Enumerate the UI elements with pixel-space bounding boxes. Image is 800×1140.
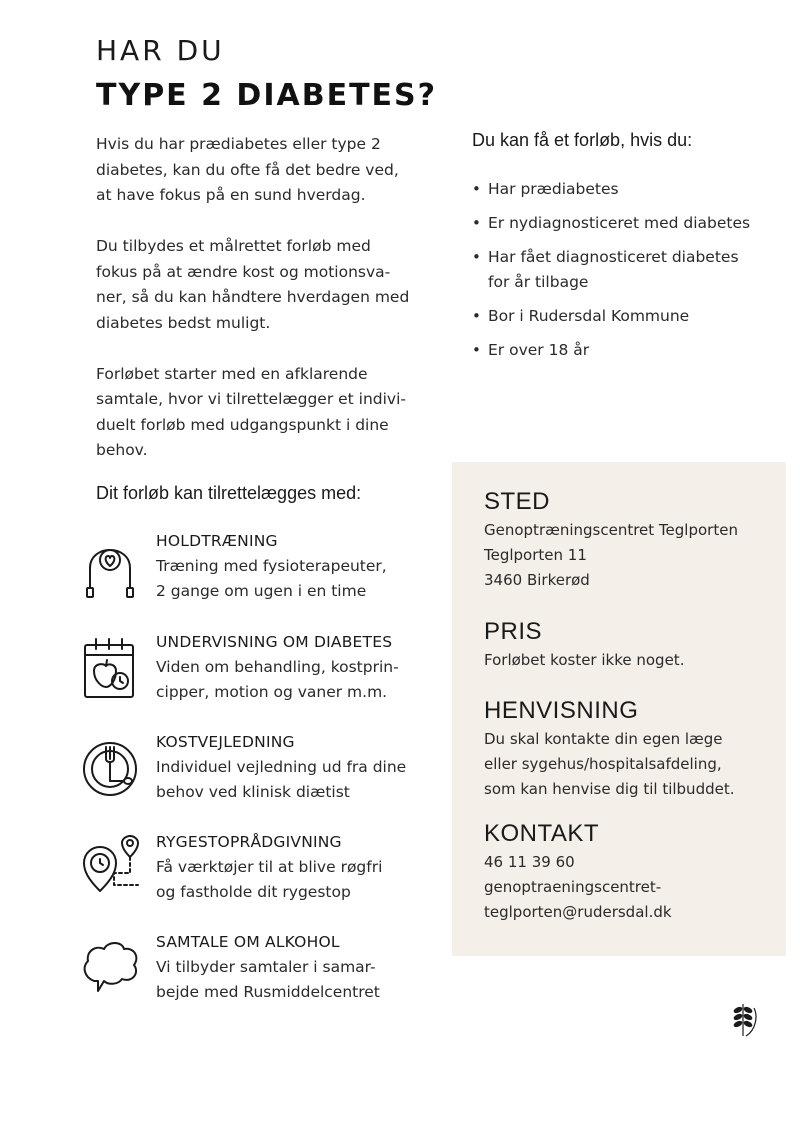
heading-pre: HAR DU <box>96 34 225 67</box>
info-body: 46 11 39 60 genoptraeningscentret- teglporten@rudersdal.dk <box>484 853 672 921</box>
activity-undervisning <box>80 633 430 723</box>
eligibility-item: • Bor i Rudersdal Kommune <box>472 304 772 329</box>
info-panel <box>452 462 786 956</box>
intro-text <box>96 132 426 489</box>
calendar-apple-clock-icon <box>80 633 140 703</box>
info-kontakt <box>484 820 672 925</box>
activity-title: SAMTALE OM ALKOHOL <box>156 933 340 951</box>
activity-description: Få værktøjer til at blive røgfri og fastholde dit rygestop <box>156 858 383 901</box>
stopwatch-location-icon <box>80 833 140 903</box>
intro-paragraph-2: Du tilbydes et målrettet forløb med fokus på at ændre kost og motionsva- ner, så du kan håndtere hverdagen med diabetes bedst muligt. <box>96 237 410 332</box>
info-body: Forløbet koster ikke noget. <box>484 651 685 669</box>
activity-description: Individuel vejledning ud fra dine behov ved klinisk diætist <box>156 758 407 801</box>
intro-paragraph-1: Hvis du har prædiabetes eller type 2 diabetes, kan du ofte få det bedre ved, at have fokus på en sund hverdag. <box>96 135 399 204</box>
activity-title: UNDERVISNING OM DIABETES <box>156 633 393 651</box>
page-title: TYPE 2 DIABETES? <box>96 78 438 113</box>
eligibility-item: • Har fået diagnosticeret diabetes for år tilbage <box>472 245 772 295</box>
info-heading: STED <box>484 488 551 515</box>
jump-rope-heart-icon <box>80 532 140 602</box>
info-sted <box>484 488 738 593</box>
rudersdal-wheat-logo-icon <box>728 1000 758 1040</box>
info-henvisning <box>484 697 735 802</box>
course-heading: Dit forløb kan tilrettelægges med: <box>96 483 362 503</box>
eligibility-item: • Er nydiagnosticeret med diabetes <box>472 211 772 236</box>
info-heading: PRIS <box>484 618 543 645</box>
eligibility-item: • Er over 18 år <box>472 338 772 363</box>
info-body: Genoptræningscentret Teglporten Teglporten 11 3460 Birkerød <box>484 521 738 589</box>
activity-description: Viden om behandling, kostprin- cipper, motion og vaner m.m. <box>156 658 399 701</box>
info-pris <box>484 618 684 673</box>
eligibility-item: • Har prædiabetes <box>472 177 772 202</box>
plate-fork-spoon-icon <box>80 733 140 803</box>
activity-alkohol <box>80 933 430 1023</box>
activity-rygestop <box>80 833 430 923</box>
activity-title: HOLDTRÆNING <box>156 532 278 550</box>
eligibility-list <box>472 177 772 372</box>
speech-bubble-icon <box>80 933 140 1003</box>
activity-kostvejledning <box>80 733 430 823</box>
activity-title: RYGESTOPRÅDGIVNING <box>156 833 342 851</box>
info-body: Du skal kontakte din egen læge eller sygehus/hospitalsafdeling, som kan henvise dig til tilbuddet. <box>484 730 735 798</box>
activity-title: KOSTVEJLEDNING <box>156 733 295 751</box>
intro-paragraph-3: Forløbet starter med en afklarende samtale, hvor vi tilrettelægger et indivi- duelt forløb med udgangspunkt i dine behov. <box>96 364 407 459</box>
info-heading: KONTAKT <box>484 820 600 847</box>
activity-description: Træning med fysioterapeuter, 2 gange om ugen i en time <box>156 557 387 600</box>
info-heading: HENVISNING <box>484 697 639 724</box>
eligibility-heading: Du kan få et forløb, hvis du: <box>472 130 693 150</box>
activity-description: Vi tilbyder samtaler i samar- bejde med Rusmiddelcentret <box>156 958 380 1001</box>
activity-holdtraening <box>80 532 430 622</box>
